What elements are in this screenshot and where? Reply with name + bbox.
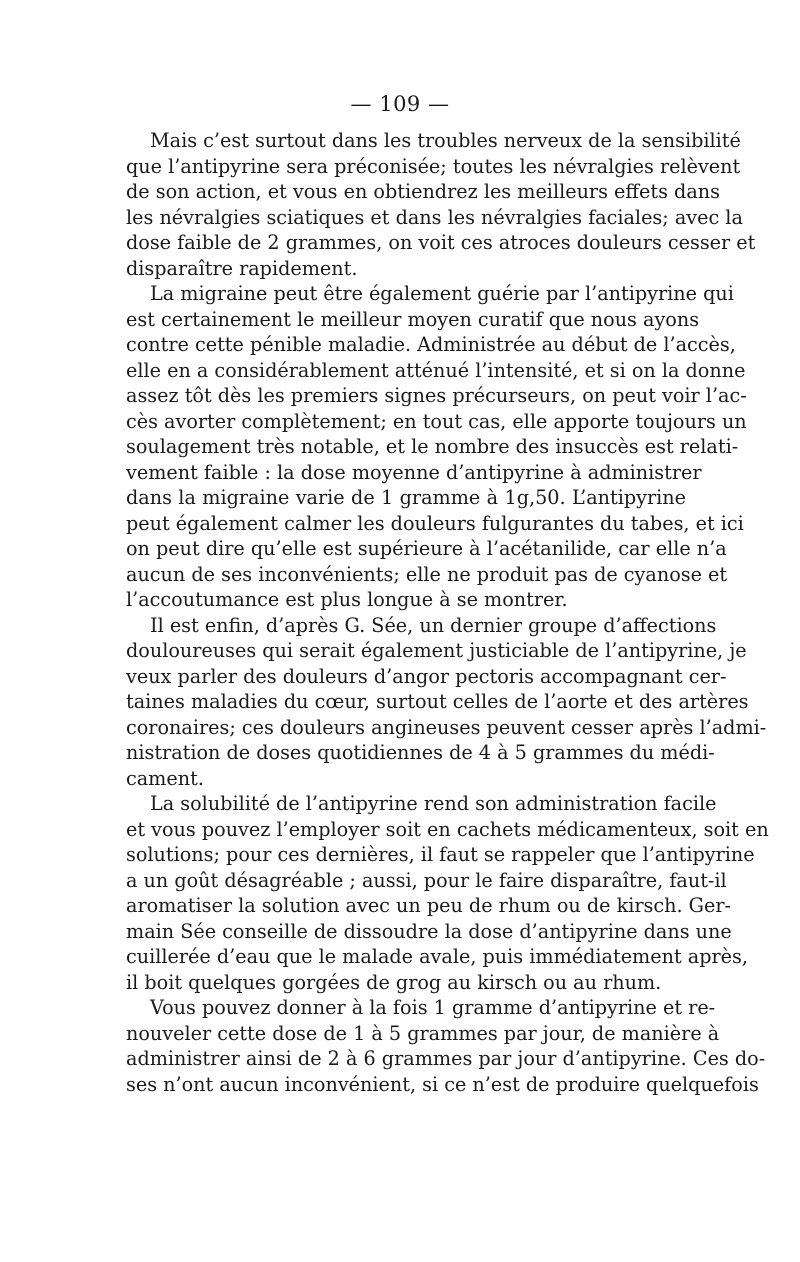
paragraph bbox=[126, 995, 766, 1097]
text-line: les névralgies sciatiques et dans les névralgies faciales; avec la bbox=[126, 205, 743, 229]
text-line: soulagement très notable, et le nombre des insuccès est relati- bbox=[126, 435, 739, 458]
text-line: dose faible de 2 grammes, on voit ces atroces douleurs cesser et bbox=[126, 231, 756, 254]
text-line: aromatiser la solution avec un peu de rhum ou de kirsch. Ger- bbox=[126, 894, 732, 917]
text-line: Vous pouvez donner à la fois 1 gramme d’antipyrine et re- bbox=[150, 996, 716, 1019]
text-line: que l’antipyrine sera préconisée; toutes les névralgies relèvent bbox=[126, 154, 741, 178]
text-line: vement faible : la dose moyenne d’antipyrine à administrer bbox=[126, 460, 702, 484]
body-text bbox=[126, 128, 769, 1097]
text-line: dans la migraine varie de 1 gramme à 1g,50. L’antipyrine bbox=[126, 486, 686, 509]
text-line: l’accoutumance est plus longue à se montrer. bbox=[126, 588, 568, 611]
text-line: douloureuses qui serait également justiciable de l’antipyrine, je bbox=[126, 639, 747, 662]
text-line: est certainement le meilleur moyen curatif que nous ayons bbox=[126, 307, 700, 331]
text-line: contre cette pénible maladie. Administrée au début de l’accès, bbox=[126, 333, 736, 356]
text-line: nistration de doses quotidiennes de 4 à 5 grammes du médi- bbox=[126, 741, 715, 764]
text-line: ses n’ont aucun inconvénient, si ce n’est de produire quelquefois bbox=[126, 1072, 759, 1096]
text-line: assez tôt dès les premiers signes précurseurs, on peut voir l’ac- bbox=[126, 384, 747, 407]
text-line: il boit quelques gorgées de grog au kirsch ou au rhum. bbox=[126, 970, 662, 994]
text-line: solutions; pour ces dernières, il faut se rappeler que l’antipyrine bbox=[126, 843, 755, 866]
text-line: La solubilité de l’antipyrine rend son administration facile bbox=[150, 792, 717, 815]
text-line: Il est enfin, d’après G. Sée, un dernier groupe d’affections bbox=[150, 613, 717, 637]
text-line: disparaître rapidement. bbox=[126, 256, 358, 280]
text-line: coronaires; ces douleurs angineuses peuvent cesser après l’admi- bbox=[126, 715, 767, 739]
paragraph bbox=[126, 281, 747, 613]
page-number: — 109 — bbox=[350, 92, 450, 116]
text-line: de son action, et vous en obtiendrez les meilleurs effets dans bbox=[126, 180, 720, 203]
text-line: cament. bbox=[126, 766, 204, 790]
text-line: aucun de ses inconvénients; elle ne produit pas de cyanose et bbox=[126, 562, 728, 586]
paragraph bbox=[126, 791, 769, 995]
text-line: cès avorter complètement; en tout cas, elle apporte toujours un bbox=[126, 409, 747, 433]
text-line: veux parler des douleurs d’angor pectoris accompagnant cer- bbox=[126, 664, 727, 688]
text-line: et vous pouvez l’employer soit en cachets médicamenteux, soit en bbox=[126, 817, 769, 841]
text-line: Mais c’est surtout dans les troubles nerveux de la sensibilité bbox=[150, 129, 741, 152]
paragraph bbox=[126, 613, 767, 792]
text-line: cuillerée d’eau que le malade avale, puis immédiatement après, bbox=[126, 945, 748, 968]
text-line: peut également calmer les douleurs fulgurantes du tabes, et ici bbox=[126, 511, 744, 535]
text-line: nouveler cette dose de 1 à 5 grammes par jour, de manière à bbox=[126, 1021, 720, 1045]
text-line: a un goût désagréable ; aussi, pour le faire disparaître, faut-il bbox=[126, 868, 727, 892]
text-line: taines maladies du cœur, surtout celles de l’aorte et des artères bbox=[126, 690, 749, 713]
text-line: elle en a considérablement atténué l’intensité, et si on la donne bbox=[126, 358, 746, 382]
text-line: on peut dire qu’elle est supérieure à l’acétanilide, car elle n’a bbox=[126, 537, 727, 560]
text-line: main Sée conseille de dissoudre la dose d’antipyrine dans une bbox=[126, 919, 732, 943]
text-line: La migraine peut être également guérie par l’antipyrine qui bbox=[150, 282, 734, 305]
text-line: administrer ainsi de 2 à 6 grammes par jour d’antipyrine. Ces do- bbox=[126, 1047, 766, 1070]
paragraph bbox=[126, 128, 756, 281]
